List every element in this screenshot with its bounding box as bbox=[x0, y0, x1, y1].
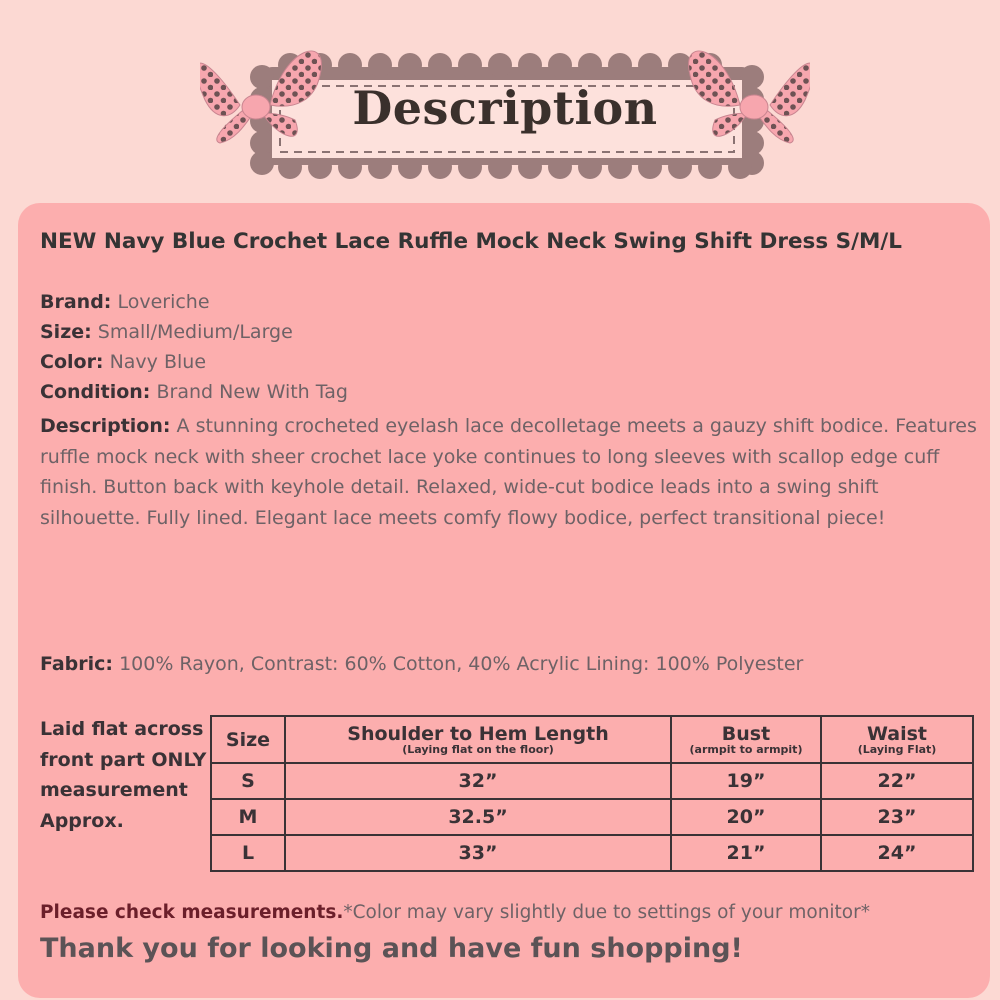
cell-size: S bbox=[211, 763, 285, 799]
brand-value: Loveriche bbox=[117, 291, 210, 313]
table-row bbox=[211, 835, 973, 871]
please-check-label: Please check measurements. bbox=[40, 902, 344, 923]
brand-label: Brand: bbox=[40, 291, 112, 313]
cell-size: L bbox=[211, 835, 285, 871]
cell-length: 32.5” bbox=[285, 799, 671, 835]
brand-field bbox=[40, 291, 210, 313]
fabric-field bbox=[40, 653, 803, 675]
color-field bbox=[40, 351, 206, 373]
color-label: Color: bbox=[40, 351, 104, 373]
cell-length: 33” bbox=[285, 835, 671, 871]
table-row bbox=[211, 763, 973, 799]
table-row bbox=[211, 799, 973, 835]
size-field bbox=[40, 321, 293, 343]
thank-you-message: Thank you for looking and have fun shopping! bbox=[40, 933, 743, 964]
cell-waist: 22” bbox=[821, 763, 973, 799]
product-title: NEW Navy Blue Crochet Lace Ruffle Mock Neck Swing Shift Dress S/M/L bbox=[40, 229, 902, 254]
cell-bust: 20” bbox=[671, 799, 821, 835]
cell-bust: 19” bbox=[671, 763, 821, 799]
cell-bust: 21” bbox=[671, 835, 821, 871]
header-size: Size bbox=[211, 716, 285, 763]
color-value: Navy Blue bbox=[109, 351, 207, 373]
cell-size: M bbox=[211, 799, 285, 835]
color-disclaimer: *Color may vary slightly due to settings of your monitor* bbox=[343, 902, 870, 923]
size-value: Small/Medium/Large bbox=[97, 321, 293, 343]
cell-waist: 23” bbox=[821, 799, 973, 835]
cell-length: 32” bbox=[285, 763, 671, 799]
description-value: A stunning crocheted eyelash lace decolletage meets a gauzy shift bodice. Features ruffle mock neck with sheer crochet lace yoke continues to long sleeves with scallop edge cuff finish. Button back with keyhole detail. Relaxed, wide-cut bodice leads into a swing shift silhouette. Fully lined. Elegant lace meets comfy flowy bodice, perfect transitional piece! bbox=[40, 415, 977, 529]
banner-title: Description bbox=[352, 81, 658, 135]
size-label: Size: bbox=[40, 321, 92, 343]
description-label: Description: bbox=[40, 415, 171, 437]
fabric-value: 100% Rayon, Contrast: 60% Cotton, 40% Acrylic Lining: 100% Polyester bbox=[119, 653, 804, 675]
measurement-disclaimer bbox=[40, 902, 870, 923]
measurement-table bbox=[210, 715, 974, 872]
header-bust: Bust (armpit to armpit) bbox=[671, 716, 821, 763]
condition-value: Brand New With Tag bbox=[156, 381, 348, 403]
table-header-row bbox=[211, 716, 973, 763]
description-banner bbox=[200, 25, 810, 185]
measurement-note: Laid flat across front part ONLY measurement Approx. bbox=[40, 718, 207, 832]
condition-field bbox=[40, 381, 348, 403]
header-length: Shoulder to Hem Length (Laying flat on the floor) bbox=[285, 716, 671, 763]
cell-waist: 24” bbox=[821, 835, 973, 871]
header-waist: Waist (Laying Flat) bbox=[821, 716, 973, 763]
condition-label: Condition: bbox=[40, 381, 151, 403]
description-field bbox=[40, 411, 985, 533]
fabric-label: Fabric: bbox=[40, 653, 114, 675]
